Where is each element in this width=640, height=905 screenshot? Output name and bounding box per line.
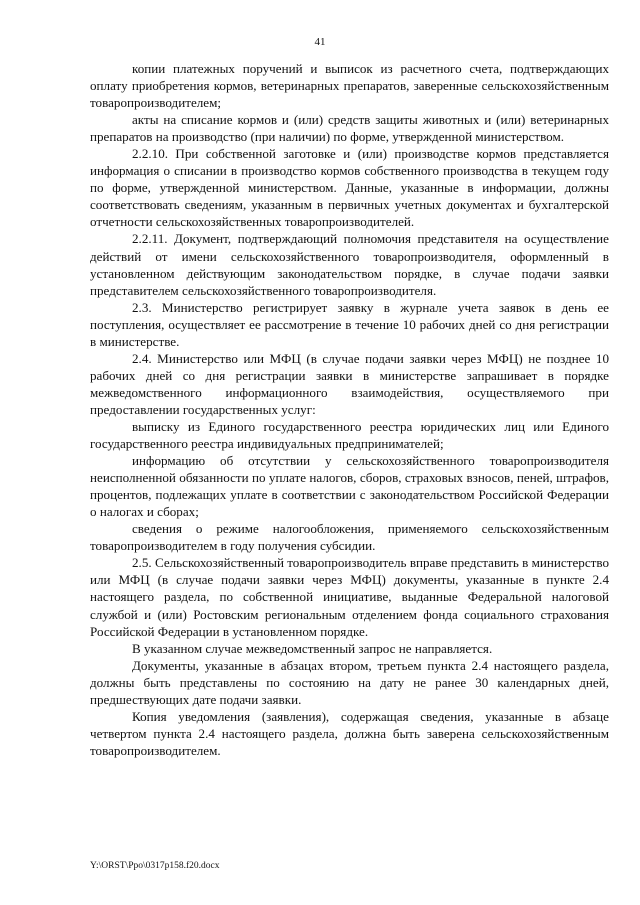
document-body xyxy=(90,60,609,759)
page-number: 41 xyxy=(314,36,326,48)
paragraph: копии платежных поручений и выписок из расчетного счета, подтверждающих оплату приобретения кормов, ветеринарных препаратов, заверенные сельскохозяйственным товаропроизводителем; xyxy=(90,61,609,111)
paragraph: информацию об отсутствии у сельскохозяйственного товаропроизводителя неисполненной обязанности по уплате налогов, сборов, страховых взносов, пеней, штрафов, процентов, подлежащих уплате в соответствии с законодательством Российской Федерации о налогах и сборах; xyxy=(90,453,609,520)
paragraph: 2.5. Сельскохозяйственный товаропроизводитель вправе представить в министерство или МФЦ (в случае подачи заявки через МФЦ) документы, указанные в пункте 2.4 настоящего раздела, по собственной инициативе, выданные Федеральной налоговой службой и (или) Ростовским региональным отделением фонда социального страхования Российской Федерации в установленном порядке. xyxy=(90,555,609,639)
paragraph: 2.4. Министерство или МФЦ (в случае подачи заявки через МФЦ) не позднее 10 рабочих дней со дня регистрации заявки в министерстве запрашивает в порядке межведомственного информационного взаимодействия, осуществляемого при предоставлении государственных услуг: xyxy=(90,350,609,417)
paragraph: Копия уведомления (заявления), содержащая сведения, указанные в абзаце четвертом пункта 2.4 настоящего раздела, должна быть заверена сельскохозяйственным товаропроизводителем. xyxy=(90,708,609,758)
paragraph: Документы, указанные в абзацах втором, третьем пункта 2.4 настоящего раздела, должны быть представлены по состоянию на дату не ранее 30 календарных дней, предшествующих дате подачи заявки. xyxy=(90,657,609,707)
paragraph: 2.3. Министерство регистрирует заявку в журнале учета заявок в день ее поступления, осуществляет ее рассмотрение в течение 10 рабочих дней со дня регистрации в министерстве. xyxy=(90,299,609,349)
footer-file-path: Y:\ORST\Ppo\0317p158.f20.docx xyxy=(90,861,220,871)
paragraph: 2.2.10. При собственной заготовке и (или) производстве кормов представляется информация о списании в производство кормов собственного производства в текущем году по форме, утвержденной министерством. Данные, указанные в информации, должны соответствовать сведениям, указанным в первичных учетных документах и бухгалтерской отчетности сельскохозяйственных товаропроизводителей. xyxy=(90,146,609,230)
paragraph: В указанном случае межведомственный запрос не направляется. xyxy=(132,640,493,656)
paragraph: акты на списание кормов и (или) средств защиты животных и (или) ветеринарных препаратов на производство (при наличии) по форме, утвержденной министерством. xyxy=(90,112,609,145)
paragraph: сведения о режиме налогообложения, применяемого сельскохозяйственным товаропроизводителем в году получения субсидии. xyxy=(90,521,609,554)
paragraph: 2.2.11. Документ, подтверждающий полномочия представителя на осуществление действий от имени сельскохозяйственного товаропроизводителя, оформленный в установленном действующим законодательством порядке, в случае подачи заявки представителем сельскохозяйственного товаропроизводителя. xyxy=(90,231,609,298)
paragraph: выписку из Единого государственного реестра юридических лиц или Единого государственного реестра индивидуальных предпринимателей; xyxy=(90,418,609,452)
